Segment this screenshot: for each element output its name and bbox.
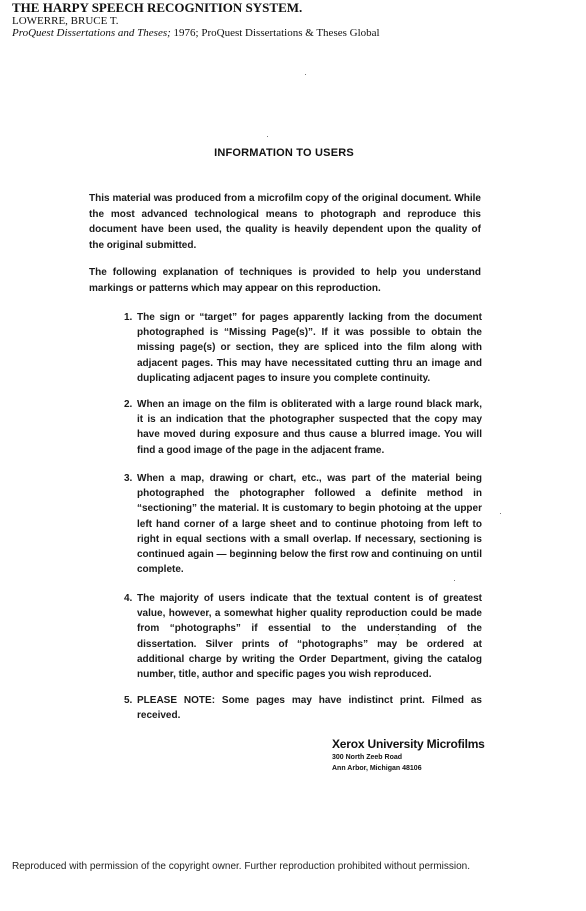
- publisher-signature: [332, 737, 485, 774]
- scan-speck: [305, 74, 306, 75]
- list-item-text: The majority of users indicate that the textual content is of greatest value, however, a somewhat higher quality reproduction could be made from “photographs” if essential to the understanding of the dissertation. Silver prints of “photographs” may be ordered at additional charge by writing the Order Department, giving the catalog number, title, author and specific pages you wish reproduced.: [137, 593, 482, 681]
- source-publication: ProQuest Dissertations and Theses;: [12, 27, 171, 39]
- scan-speck: [398, 634, 399, 635]
- list-item-number: 1.: [124, 312, 133, 323]
- list-item-number: 3.: [124, 473, 133, 484]
- list-item-text: When an image on the film is obliterated with a large round black mark, it is an indication that the photographer suspected that the copy may have moved during exposure and thus cause a blurred image. You will find a good image of the page in the adjacent frame.: [137, 399, 482, 456]
- list-item-text: PLEASE NOTE: Some pages may have indistinct print. Filmed as received.: [137, 695, 482, 722]
- document-author: LOWERRE, BRUCE T.: [12, 15, 119, 27]
- list-item-number: 5.: [124, 695, 133, 706]
- scan-speck: [500, 513, 501, 514]
- explanation-paragraph: The following explanation of techniques is provided to help you understand markings or patterns which may appear on this reproduction.: [89, 267, 481, 294]
- copyright-footer: Reproduced with permission of the copyright owner. Further reproduction prohibited without permission.: [12, 861, 471, 872]
- list-item-text: The sign or “target” for pages apparently lacking from the document photographed is “Missing Page(s)”. If it was possible to obtain the missing page(s) or section, they are spliced into the film along with adjacent pages. This may have necessitated cutting thru an image and duplicating adjacent pages to insure you complete continuity.: [137, 312, 482, 384]
- document-source: [12, 27, 572, 40]
- list-item: [124, 471, 482, 577]
- publisher-name: Xerox University Microfilms: [332, 737, 485, 751]
- list-item-text: When a map, drawing or chart, etc., was part of the material being photographed the photographer followed a definite method in “sectioning” the material. It is customary to begin photoing at the upper left hand corner of a large sheet and to continue photoing from left to right in equal sections with a small overlap. If necessary, sectioning is continued again — beginning below the first row and continuing on until complete.: [137, 473, 482, 576]
- document-header: [12, 1, 572, 40]
- page-heading: INFORMATION TO USERS: [214, 147, 354, 159]
- list-item: [124, 397, 482, 458]
- list-item-number: 4.: [124, 593, 133, 604]
- list-item-number: 2.: [124, 399, 133, 410]
- list-item: [124, 310, 482, 386]
- publisher-address-line-2: Ann Arbor, Michigan 48106: [332, 765, 422, 772]
- source-details: 1976; ProQuest Dissertations & Theses Global: [170, 27, 380, 39]
- intro-paragraph: This material was produced from a microfilm copy of the original document. While the most advanced technological means to photograph and reproduce this document have been used, the quality is heavily dependent upon the quality of the original submitted.: [89, 193, 481, 251]
- publisher-address-line-1: 300 North Zeeb Road: [332, 754, 403, 761]
- scan-speck: [454, 580, 455, 581]
- list-item: [124, 693, 482, 723]
- scan-speck: [267, 136, 268, 137]
- list-item: [124, 591, 482, 682]
- document-title: THE HARPY SPEECH RECOGNITION SYSTEM.: [12, 0, 303, 15]
